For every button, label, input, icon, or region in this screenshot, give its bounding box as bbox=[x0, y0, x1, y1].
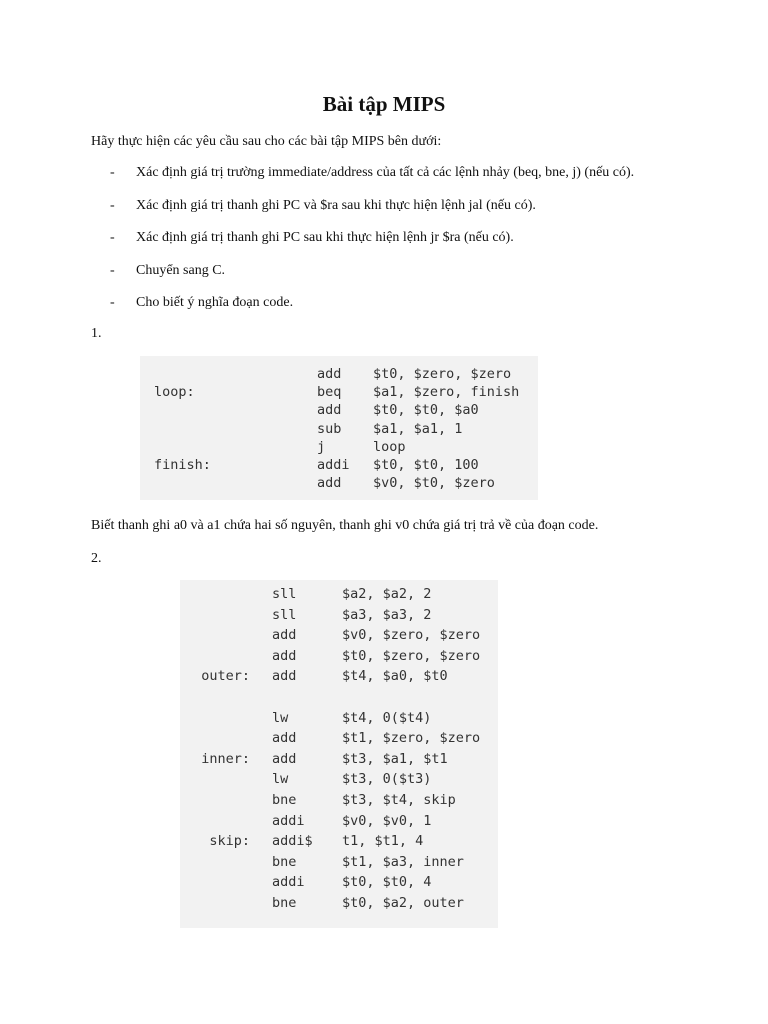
code-line bbox=[140, 365, 538, 383]
list-item: - Xác định giá trị thanh ghi PC sau khi thực hiện lệnh jr $ra (nếu có). bbox=[110, 229, 634, 262]
code-op: bne bbox=[272, 853, 297, 870]
list-item: - Xác định giá trị thanh ghi PC và $ra sau khi thực hiện lệnh jal (nếu có). bbox=[110, 197, 634, 230]
code-line bbox=[180, 790, 498, 811]
code-op: lw bbox=[272, 771, 289, 788]
code-args: $v0, $t0, $zero bbox=[373, 475, 495, 492]
list-item: - Chuyển sang C. bbox=[110, 262, 634, 295]
code-label: loop: bbox=[154, 384, 195, 401]
code-op: j bbox=[317, 438, 326, 455]
code-args: t1, $t1, 4 bbox=[342, 833, 424, 850]
code-line bbox=[140, 456, 538, 474]
code-line bbox=[140, 438, 538, 456]
exercise-note: Biết thanh ghi a0 và a1 chứa hai số nguyên, thanh ghi v0 chứa giá trị trả về của đoạn code. bbox=[91, 518, 599, 533]
exercise-number: 1. bbox=[91, 326, 102, 341]
code-args: $t0, $a2, outer bbox=[342, 894, 464, 911]
bullet-dash: - bbox=[110, 262, 115, 278]
bullet-dash: - bbox=[110, 165, 115, 180]
code-line bbox=[140, 383, 538, 401]
code-op: beq bbox=[317, 384, 342, 401]
code-line bbox=[180, 728, 498, 749]
code-op: addi bbox=[317, 456, 350, 473]
code-args: $t4, 0($t4) bbox=[342, 709, 432, 726]
code-args: $t0, $t0, 100 bbox=[373, 456, 479, 473]
code-line bbox=[180, 646, 498, 667]
code-line bbox=[180, 872, 498, 893]
code-line bbox=[180, 666, 498, 687]
code-line bbox=[180, 625, 498, 646]
bullet-dash: - bbox=[110, 295, 115, 310]
bullet-dash: - bbox=[110, 230, 115, 245]
code-line bbox=[140, 401, 538, 419]
code-op: add bbox=[272, 668, 297, 685]
code-args: $v0, $zero, $zero bbox=[342, 627, 481, 644]
code-label: inner: bbox=[201, 750, 250, 767]
code-args: $a2, $a2, 2 bbox=[342, 586, 432, 602]
code-op: addi bbox=[272, 812, 305, 829]
code-args: $t4, $a0, $t0 bbox=[342, 668, 448, 685]
code-line bbox=[140, 474, 538, 492]
code-op: lw bbox=[272, 709, 289, 726]
code-block-1 bbox=[140, 356, 538, 500]
code-op: addi bbox=[272, 874, 305, 891]
code-args: $t3, $a1, $t1 bbox=[342, 750, 448, 767]
code-label: skip: bbox=[209, 833, 250, 850]
code-args: $t0, $zero, $zero bbox=[373, 366, 512, 382]
code-args: $a1, $a1, 1 bbox=[373, 420, 463, 437]
list-item: - Xác định giá trị trường immediate/address của tất cả các lệnh nhảy (beq, bne, j) (nếu có). bbox=[110, 164, 634, 197]
exercise-number: 2. bbox=[91, 551, 102, 566]
code-op: sub bbox=[317, 420, 342, 437]
code-args: $a3, $a3, 2 bbox=[342, 606, 432, 623]
code-line bbox=[180, 605, 498, 626]
code-line bbox=[180, 749, 498, 770]
code-block-2 bbox=[180, 580, 498, 928]
code-op: add bbox=[317, 475, 342, 492]
code-args: $t0, $zero, $zero bbox=[342, 647, 481, 664]
code-args: $t0, $t0, 4 bbox=[342, 874, 432, 891]
code-line bbox=[180, 811, 498, 832]
page-title: Bài tập MIPS bbox=[322, 92, 446, 116]
code-line bbox=[180, 769, 498, 790]
code-op: add bbox=[317, 366, 342, 382]
code-label: finish: bbox=[154, 456, 211, 473]
code-op: add bbox=[272, 627, 297, 644]
code-op: sll bbox=[272, 586, 297, 602]
code-op: bne bbox=[272, 894, 297, 911]
code-line bbox=[140, 420, 538, 438]
code-args: $t3, $t4, skip bbox=[342, 791, 456, 808]
code-args: $t0, $t0, $a0 bbox=[373, 402, 479, 419]
code-line bbox=[180, 708, 498, 729]
code-args: $v0, $v0, 1 bbox=[342, 812, 432, 829]
code-op: addi$ bbox=[272, 833, 313, 850]
code-args: loop bbox=[373, 438, 406, 455]
list-item: - Cho biết ý nghĩa đoạn code. bbox=[110, 294, 634, 327]
bullet-dash: - bbox=[110, 197, 115, 213]
code-op: add bbox=[272, 750, 297, 767]
code-line bbox=[180, 584, 498, 605]
requirement-list bbox=[110, 164, 634, 327]
intro-text: Hãy thực hiện các yêu cầu sau cho các bài tập MIPS bên dưới: bbox=[91, 134, 442, 149]
code-line bbox=[180, 831, 498, 852]
code-op: add bbox=[272, 647, 297, 664]
code-args: $t1, $zero, $zero bbox=[342, 730, 481, 747]
code-op: bne bbox=[272, 791, 297, 808]
code-op: add bbox=[272, 730, 297, 747]
code-label: outer: bbox=[201, 668, 250, 685]
code-args: $a1, $zero, finish bbox=[373, 384, 520, 401]
code-line bbox=[180, 687, 498, 708]
code-op: add bbox=[317, 402, 342, 419]
code-line bbox=[180, 893, 498, 914]
code-line bbox=[180, 852, 498, 873]
code-args: $t3, 0($t3) bbox=[342, 771, 432, 788]
code-args: $t1, $a3, inner bbox=[342, 853, 464, 870]
code-op: sll bbox=[272, 606, 297, 623]
